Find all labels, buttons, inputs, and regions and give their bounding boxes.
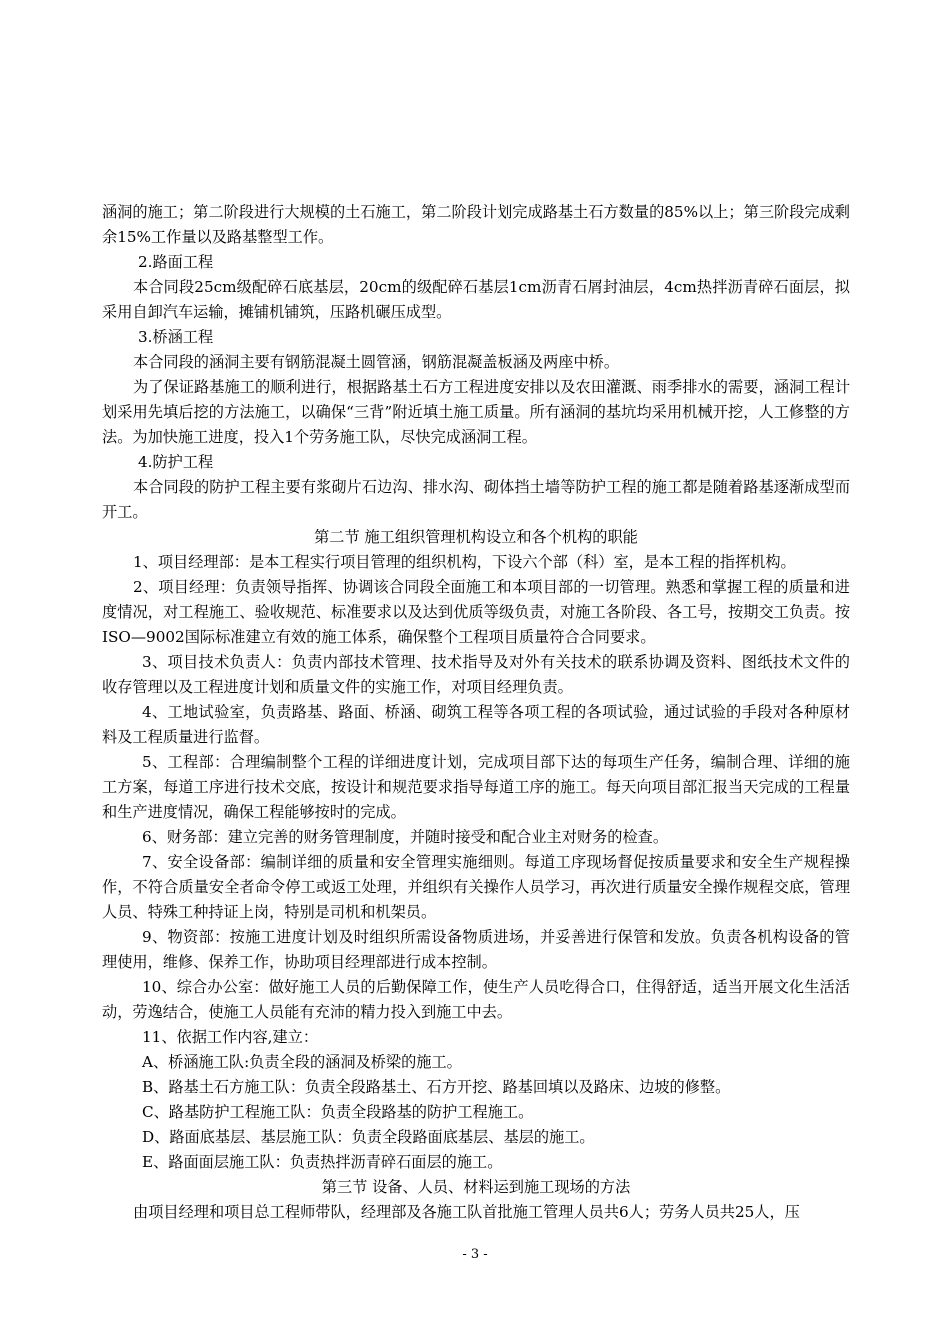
paragraph: 3、项目技术负责人：负责内部技术管理、技术指导及对外有关技术的联系协调及资料、图纸技术文件的收存管理以及工程进度计划和质量文件的实施工作，对项目经理负责。 [102, 653, 850, 696]
paragraph: 本合同段的防护工程主要有浆砌片石边沟、排水沟、砌体挡土墙等防护工程的施工都是随着路基逐渐成型而开工。 [102, 478, 850, 521]
paragraph: 9、物资部：按施工进度计划及时组织所需设备物质进场，并妥善进行保管和发放。负责各机构设备的管理使用，维修、保养工作，协助项目经理部进行成本控制。 [102, 928, 850, 971]
paragraph: 4、工地试验室，负责路基、路面、桥涵、砌筑工程等各项工程的各项试验，通过试验的手段对各种原材料及工程质量进行监督。 [102, 703, 850, 746]
paragraph: 涵洞的施工；第二阶段进行大规模的土石施工，第二阶段计划完成路基土石方数量的85%以上；第三阶段完成剩余15%工作量以及路基整型工作。 [102, 203, 850, 246]
paragraph: 3.桥涵工程 [138, 328, 214, 346]
paragraph: A、桥涵施工队:负责全段的涵洞及桥梁的施工。 [142, 1053, 462, 1071]
paragraph: 本合同段25cm级配碎石底基层，20cm的级配碎石基层1cm沥青石屑封油层，4cm热拌沥青碎石面层，拟采用自卸汽车运输，摊铺机铺筑，压路机碾压成型。 [102, 278, 850, 321]
paragraph: C、路基防护工程施工队：负责全段路基的防护工程施工。 [142, 1103, 534, 1121]
paragraph: E、路面面层施工队：负责热拌沥青碎石面层的施工。 [142, 1153, 503, 1171]
paragraph: 7、安全设备部：编制详细的质量和安全管理实施细则。每道工序现场督促按质量要求和安全生产规程操作，不符合质量安全者命令停工或返工处理，并组织有关操作人员学习，再次进行质量安全操作规程交底，管理人员、特殊工种持证上岗，特别是司机和机架员。 [102, 853, 850, 921]
document-body [102, 200, 850, 1225]
paragraph: 5、工程部：合理编制整个工程的详细进度计划，完成项目部下达的每项生产任务，编制合理、详细的施工方案，每道工序进行技术交底，按设计和规范要求指导每道工序的施工。每天向项目部汇报当天完成的工程量和生产进度情况，确保工程能够按时的完成。 [102, 753, 850, 821]
paragraph: B、路基土石方施工队：负责全段路基土、石方开挖、路基回填以及路床、边坡的修整。 [142, 1078, 731, 1096]
paragraph: 1、项目经理部：是本工程实行项目管理的组织机构，下设六个部（科）室，是本工程的指挥机构。 [133, 553, 796, 571]
paragraph: 为了保证路基施工的顺利进行，根据路基土石方工程进度安排以及农田灌溉、雨季排水的需要，涵洞工程计划采用先填后挖的方法施工，以确保“三背”附近填土施工质量。所有涵洞的基坑均采用机械开挖，人工修整的方法。为加快施工进度，投入1个劳务施工队，尽快完成涵洞工程。 [102, 378, 850, 446]
paragraph: 10、综合办公室：做好施工人员的后勤保障工作，使生产人员吃得合口，住得舒适，适当开展文化生活活动，劳逸结合，使施工人员能有充沛的精力投入到施工中去。 [102, 978, 850, 1021]
paragraph: 2、项目经理：负责领导指挥、协调该合同段全面施工和本项目部的一切管理。熟悉和掌握工程的质量和进度情况，对工程施工、验收规范、标准要求以及达到优质等级负责，对施工各阶段、各工号，按期交工负责。按ISO—9002国际标准建立有效的施工体系，确保整个工程项目质量符合合同要求。 [102, 578, 850, 646]
paragraph: 本合同段的涵洞主要有钢筋混凝土圆管涵，钢筋混凝盖板涵及两座中桥。 [133, 353, 619, 371]
paragraph: 由项目经理和项目总工程师带队，经理部及各施工队首批施工管理人员共6人；劳务人员共25人，压 [133, 1203, 800, 1221]
section-heading: 第二节 施工组织管理机构设立和各个机构的职能 [314, 528, 638, 546]
paragraph: 4.防护工程 [138, 453, 214, 471]
paragraph: 6、财务部：建立完善的财务管理制度，并随时接受和配合业主对财务的检查。 [142, 828, 669, 846]
paragraph: 2.路面工程 [138, 253, 214, 271]
page-number: - 3 - [462, 1247, 488, 1262]
paragraph: D、路面底基层、基层施工队：负责全段路面底基层、基层的施工。 [142, 1128, 595, 1146]
paragraph: 11、依据工作内容,建立： [142, 1028, 319, 1046]
section-heading: 第三节 设备、人员、材料运到施工现场的方法 [321, 1178, 631, 1196]
